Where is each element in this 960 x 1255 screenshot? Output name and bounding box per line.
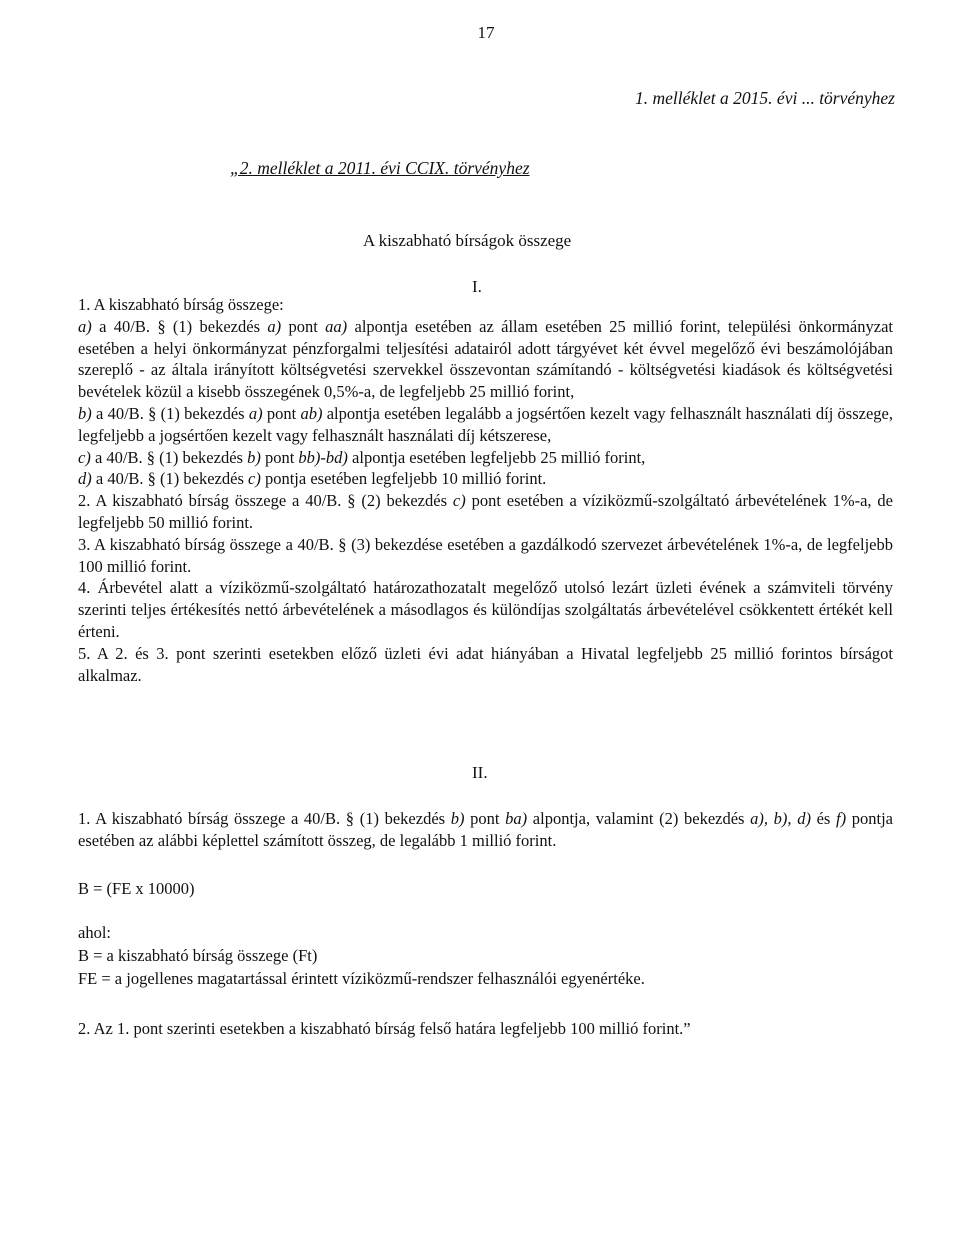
section-2-paragraph-2: 2. Az 1. pont szerinti esetekben a kiszabható bírság felső határa legfeljebb 100 millió forint.” [78,1019,691,1038]
paragraph-5: 5. A 2. és 3. pont szerinti esetekben előző üzleti évi adat hiányában a Hivatal legfeljebb 25 millió forintos bírságot alkalmaz. [78,643,893,685]
formula: B = (FE x 10000) [78,879,195,898]
item-d: d) a 40/B. § (1) bekezdés c) pontja esetében legfeljebb 10 millió forint. [78,469,547,489]
item-a-label: a) [78,316,92,336]
item-b-label: b) [78,403,92,423]
item-c: c) a 40/B. § (1) bekezdés b) pont bb)-bd) alpontja esetében legfeljebb 25 millió forint, [78,447,646,467]
paragraph-4: 4. Árbevétel alatt a víziközmű-szolgáltató határozathozatalt megelőző utolsó lezárt üzleti évének a számviteli törvény szerinti teljes értékesítés nettó árbevételének a másodlagos és különdíjas szolgáltatás árbevételével csökkentett értékét kell érteni. [78,578,893,641]
definition-b: B = a kiszabható bírság összege (Ft) [78,946,318,965]
paragraph-3: 3. A kiszabható bírság összege a 40/B. § (3) bekezdése esetében a gazdálkodó szervezet árbevételének 1%-a, de legfeljebb 100 millió forint. [78,534,893,576]
definition-fe: FE = a jogellenes magatartással érintett víziközmű-rendszer felhasználói egyenértéke. [78,969,645,988]
page-number: 17 [477,23,495,42]
paragraph-2: 2. A kiszabható bírság összege a 40/B. § (2) bekezdés c) pont esetében a víziközmű-szolgáltató árbevételének 1%-a, de legfeljebb 50 millió forint. [78,491,893,532]
annex-reference: „2. melléklet a 2011. évi CCIX. törvényhez [230,158,530,178]
section-2-paragraph-1: 1. A kiszabható bírság összege a 40/B. § (1) bekezdés b) pont ba) alpontja, valamint (2) bekezdés a), b), d) és f) pontja esetében az alábbi képlettel számított összeg, de legalább 1 millió forint. [78,809,893,850]
intro-line: 1. A kiszabható bírság összege: [78,295,284,314]
section-heading-2: II. [472,763,488,782]
section-1-body [78,294,893,686]
item-c-label: c) [78,447,91,467]
where-label: ahol: [78,923,111,942]
annex-header: 1. melléklet a 2015. évi ... törvényhez [635,88,895,108]
section-2-body [78,808,893,852]
item-d-label: d) [78,469,92,489]
item-a: a) a 40/B. § (1) bekezdés a) pont aa) alpontja esetében az állam esetében 25 millió forint, települési önkormányzat esetében a helyi önkormányzat pénzforgalmi teljesítési adatairól adott tárgyévet két évvel megelőző évi beszámolójában szereplő - az általa irányított költségvetési szervekkel összevontan számítandó - költségvetési kiadások és költségvetési bevételek közül a kisebb összegének 0,5%-a, de legfeljebb 25 millió forint, [78,316,893,402]
main-title: A kiszabható bírságok összege [363,231,572,250]
item-b: b) a 40/B. § (1) bekezdés a) pont ab) alpontja esetében legalább a jogsértően kezelt vagy felhasznált használati díj összege, legfeljebb a jogsértően kezelt vagy felhasznált használati díj kétszerese, [78,403,893,445]
section-heading-1: I. [472,277,482,296]
